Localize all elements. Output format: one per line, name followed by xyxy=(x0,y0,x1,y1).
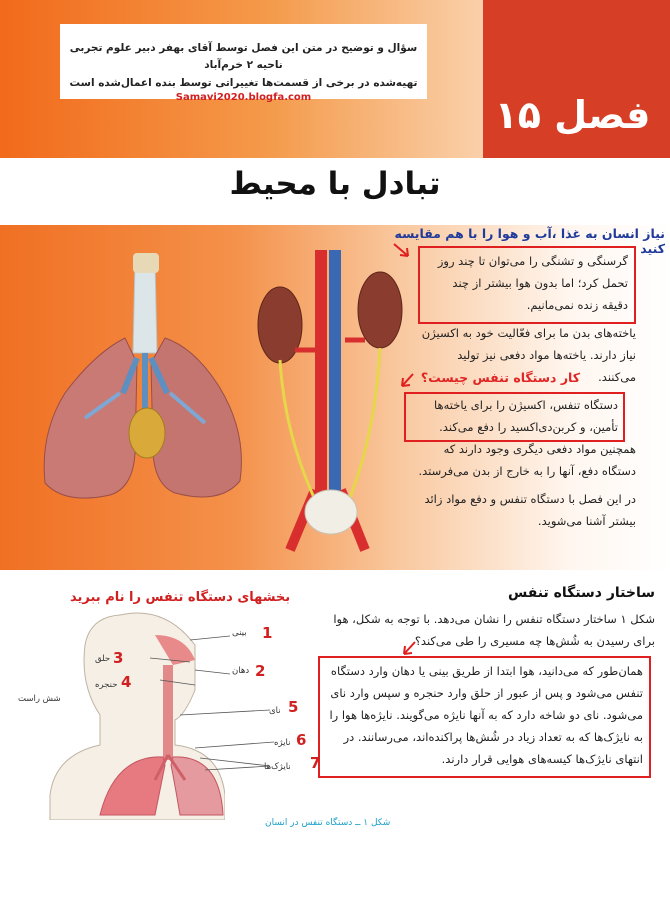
page-title: تبادل با محیط xyxy=(229,166,441,202)
label-number-1: 1 xyxy=(262,624,273,642)
label-bronchus: نایژه xyxy=(274,738,291,748)
paragraph-excretion: همچنین مواد دفعی دیگری وجود دارند که دستگاه دفع، آنها را به خارج از بدن می‌فرستد. xyxy=(418,442,636,478)
label-number-2: 2 xyxy=(255,662,266,680)
answer-box-1: گرسنگی و تشنگی را می‌توان تا چند روز تحمل کرد؛ اما بدون هوا بیشتر از چند دقیقه زنده نمی‌مانیم. xyxy=(418,246,636,324)
section-heading: ساختار دستگاه تنفس xyxy=(507,585,655,601)
paragraph-cells: یاخته‌های بدن ما برای فعّالیت خود به اکسیژن نیاز دارند. یاخته‌ها مواد دفعی نیز تولید می‌کنند. xyxy=(421,326,636,384)
info-line-1: سؤال و توضیح در متن این فصل توسط آقای بهفر دبیر علوم تجربی ناحیه ۲ خرم‌آباد xyxy=(69,42,418,71)
info-box xyxy=(60,24,427,103)
paragraph-chapter: در این فصل با دستگاه تنفس و دفع مواد زائد بیشتر آشنا می‌شوید. xyxy=(424,492,636,528)
label-trachea: نای xyxy=(269,706,281,716)
question-function: کار دستگاه تنفس چیست؟ xyxy=(420,370,580,385)
answer-box-2: دستگاه تنفس، اکسیژن را برای یاخته‌ها تأمین، و کربن‌دی‌اکسید را دفع می‌کند. xyxy=(404,392,625,442)
label-number-6: 6 xyxy=(296,731,307,749)
label-number-3: 3 xyxy=(113,649,124,667)
label-mouth: دهان xyxy=(232,666,250,676)
info-line-2: تهیه‌شده در برخی از قسمت‌ها تغییراتی توسط بنده اعمال‌شده است xyxy=(69,77,418,89)
label-nose: بینی xyxy=(232,628,247,638)
label-number-5: 5 xyxy=(288,698,299,716)
figure-caption: شکل ۱ ــ دستگاه تنفس در انسان xyxy=(265,818,391,828)
label-right-lung: شش راست xyxy=(18,694,61,704)
arrow-icon xyxy=(392,242,414,260)
info-url[interactable]: Samavi2020.blogfa.com xyxy=(175,92,312,103)
label-pharynx: حلق xyxy=(95,654,111,664)
kidneys-illustration xyxy=(235,240,425,565)
figure-title: بخشهای دستگاه تنفس را نام ببرید xyxy=(70,590,291,605)
arrow-icon xyxy=(398,372,418,390)
lungs-illustration xyxy=(25,243,260,523)
answer-box-3: همان‌طور که می‌دانید، هوا ابتدا از طریق بینی یا دهان وارد دستگاه تنفس می‌شود و پس از عبور از حلق وارد حنجره و سپس وارد نای می‌شود. نای دو شاخه دارد که به آنها نایژه می‌گویند. نایژه‌ها هوا را به نایژک‌ها که به تعداد زیاد در شُش‌ها پراکنده‌اند، می‌رسانند. در انتهای نایژک‌ها کیسه‌های هوایی قرار دارند. xyxy=(318,656,651,778)
label-number-4: 4 xyxy=(121,673,132,691)
label-larynx: حنجره xyxy=(95,680,118,690)
chapter-title: فصل ۱۵ xyxy=(494,93,651,137)
section-paragraph: شکل ۱ ساختار دستگاه تنفس را نشان می‌دهد. با توجه به شکل، هوا برای رسیدن به شُش‌ها چه مسیری را طی می‌کند؟ xyxy=(333,612,655,648)
label-number-7: 7 xyxy=(310,754,321,772)
label-bronchioles: نایژک‌ها xyxy=(264,762,291,772)
figure-leader-lines xyxy=(150,630,310,780)
question-compare: نیاز انسان به غذا ،آب و هوا را با هم مقایسه کنید xyxy=(394,226,665,256)
